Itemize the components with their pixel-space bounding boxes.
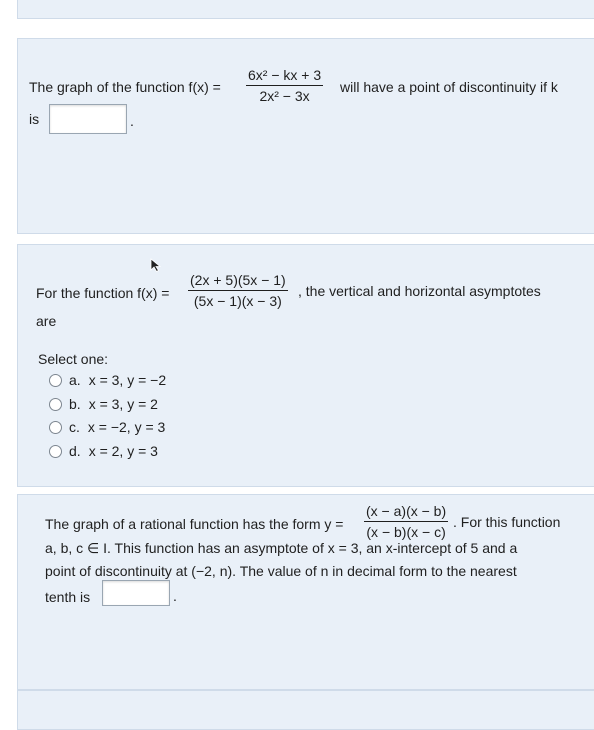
q1-fraction	[246, 67, 323, 104]
q3-text-before: The graph of a rational function has the form y =	[45, 516, 344, 532]
option-letter: a.	[69, 372, 81, 388]
mouse-cursor-icon	[150, 258, 164, 272]
radio-button[interactable]	[49, 398, 62, 411]
q2-option-a[interactable]	[49, 372, 166, 388]
question-1-card	[17, 38, 594, 234]
previous-question-card	[17, 0, 594, 19]
q1-answer-input[interactable]	[49, 104, 127, 134]
q2-denominator: (5x − 1)(x − 3)	[193, 293, 282, 309]
q1-text-after: will have a point of discontinuity if k	[340, 79, 558, 95]
q1-text-before: The graph of the function f(x) =	[29, 79, 221, 95]
q2-line2: are	[36, 313, 57, 329]
question-3-card	[17, 494, 594, 690]
q3-line4-prefix: tenth is	[45, 589, 91, 605]
q2-fraction	[188, 272, 288, 309]
q2-text-before: For the function f(x) =	[36, 285, 170, 301]
q3-denominator: (x − b)(x − c)	[366, 524, 446, 540]
question-2-card	[17, 244, 594, 487]
q2-option-b[interactable]	[49, 396, 158, 412]
option-letter: d.	[69, 443, 81, 459]
option-letter: b.	[69, 396, 81, 412]
q2-option-d[interactable]	[49, 443, 158, 459]
q2-option-c[interactable]	[49, 419, 165, 435]
q3-text-after: . For this function	[453, 514, 561, 530]
q3-line2: a, b, c ∈ I. This function has an asymptote of x = 3, an x-intercept of 5 and a	[45, 540, 518, 556]
q3-fraction	[364, 503, 448, 540]
q3-numerator: (x − a)(x − b)	[364, 503, 448, 522]
radio-button[interactable]	[49, 421, 62, 434]
radio-button[interactable]	[49, 374, 62, 387]
q3-line3: point of discontinuity at (−2, n). The value of n in decimal form to the nearest	[45, 563, 517, 579]
q1-line2-prefix: is	[29, 111, 40, 127]
q1-line2-suffix: .	[130, 113, 134, 129]
option-text: x = 3, y = 2	[88, 396, 158, 412]
next-question-card	[17, 690, 594, 730]
q2-text-after: , the vertical and horizontal asymptotes	[298, 283, 541, 299]
q2-select-label: Select one:	[38, 351, 109, 367]
q1-numerator: 6x² − kx + 3	[246, 67, 323, 86]
option-text: x = 2, y = 3	[88, 443, 158, 459]
option-letter: c.	[69, 419, 80, 435]
q3-answer-input[interactable]	[102, 580, 170, 606]
q2-numerator: (2x + 5)(5x − 1)	[188, 272, 288, 291]
option-text: x = −2, y = 3	[87, 419, 166, 435]
radio-button[interactable]	[49, 445, 62, 458]
q3-line4-suffix: .	[173, 588, 177, 604]
option-text: x = 3, y = −2	[88, 372, 167, 388]
q1-denominator: 2x² − 3x	[259, 88, 310, 104]
